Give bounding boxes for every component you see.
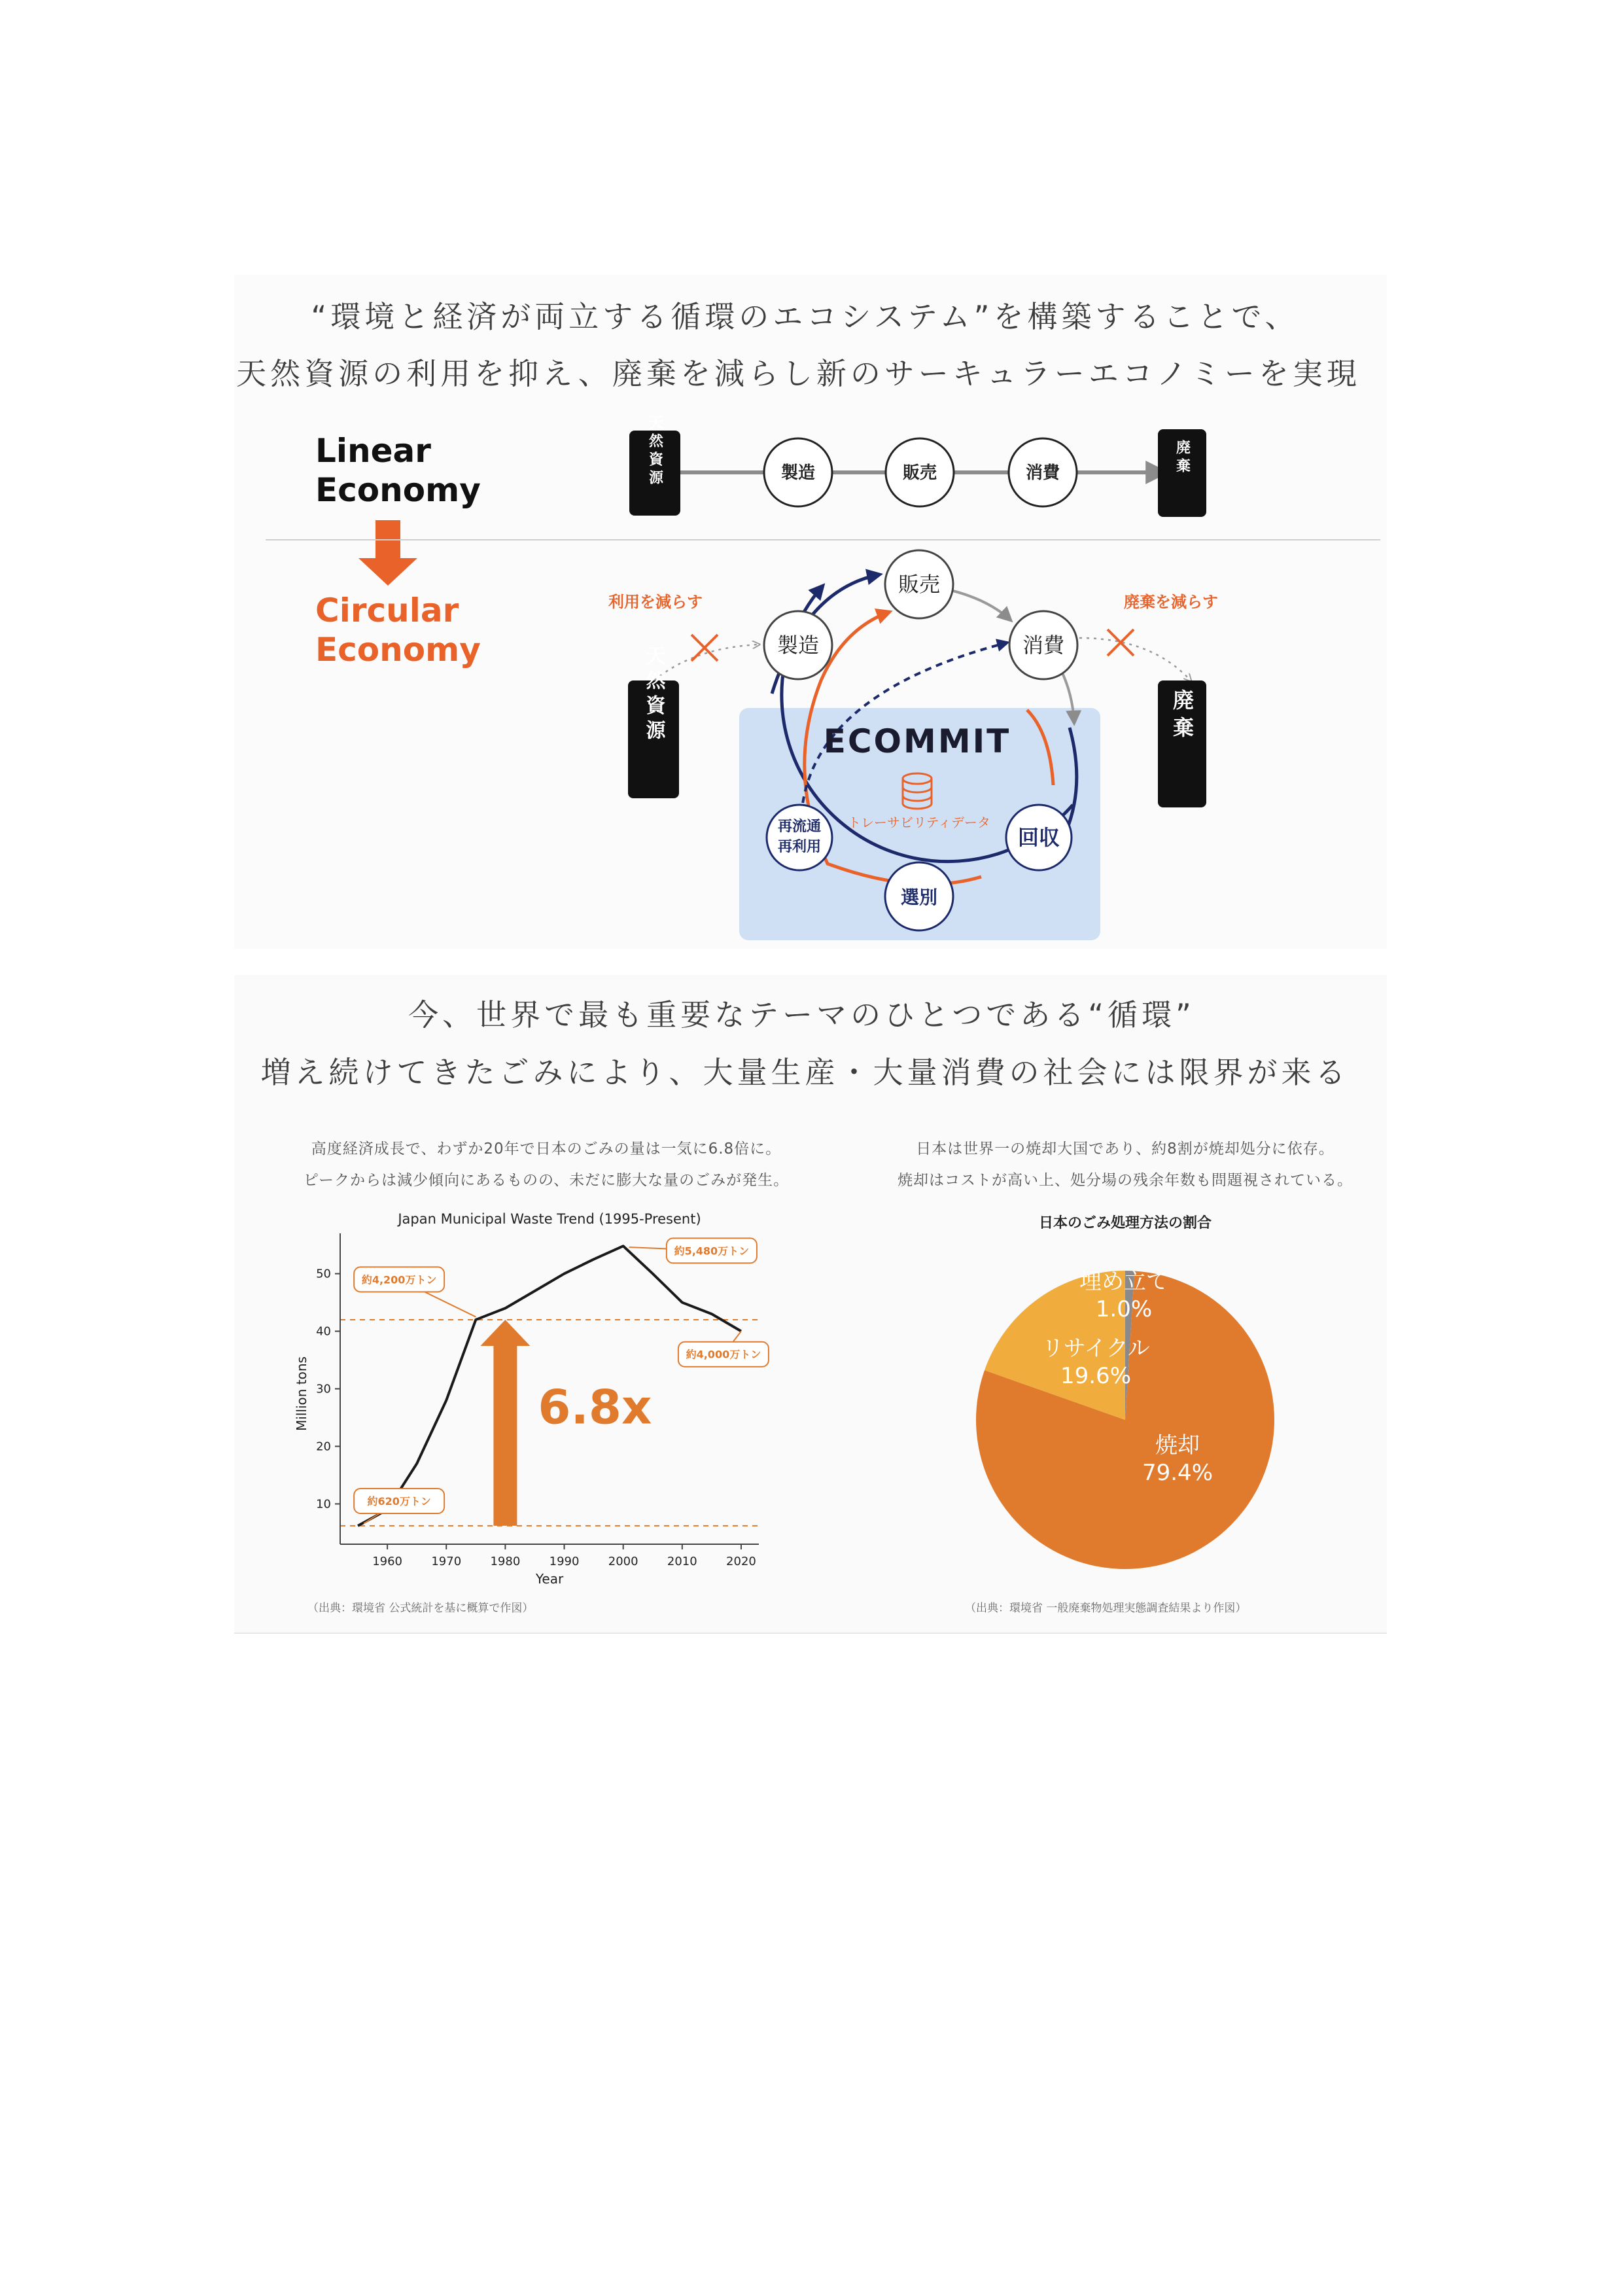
circular-node-sort-label: 選別 (900, 887, 938, 908)
growth-arrow-head (480, 1320, 530, 1346)
callout-label: 約5,480万トン (674, 1245, 750, 1258)
down-arrow-icon (358, 520, 417, 586)
waste-trend-chart (275, 1204, 798, 1597)
linear-label-2: Economy (315, 471, 481, 509)
left-caption-1: 高度経済成長で、わずか20年で日本のごみの量は一気に6.8倍に。 (311, 1140, 782, 1157)
y-tick-label: 10 (316, 1497, 331, 1511)
linear-end-text: 廃棄 (1174, 440, 1191, 476)
x-tick-label: 2000 (608, 1555, 638, 1568)
x-tick-label: 1980 (490, 1555, 521, 1568)
economy-diagram (0, 0, 1623, 955)
right-caption-2: 焼却はコストが高い上、処分場の残余年数も問題視されている。 (898, 1172, 1353, 1189)
pie-label: 焼却 (1155, 1432, 1200, 1458)
line-chart-title: Japan Municipal Waste Trend (1995-Present) (398, 1211, 701, 1227)
line-chart-ylabel: Million tons (294, 1356, 309, 1431)
x-tick-label: 1970 (431, 1555, 462, 1568)
linear-label-1: Linear (315, 432, 431, 470)
growth-arrow (480, 1320, 530, 1526)
pie-value-label: 19.6% (1060, 1363, 1132, 1389)
pie-chart-title: 日本のごみ処理方法の割合 (1038, 1215, 1212, 1231)
ecommit-brand: ECOMMIT (823, 722, 1011, 760)
x-tick-label: 1960 (372, 1555, 403, 1568)
y-tick-label: 50 (316, 1267, 331, 1281)
x-mark-icon (1108, 629, 1134, 656)
y-tick-label: 30 (316, 1382, 331, 1396)
linear-step-sales-label: 販売 (902, 463, 937, 483)
callout-label: 約4,200万トン (361, 1273, 437, 1286)
circular-node-reuse (767, 805, 832, 870)
right-source-note: （出典：環境省 一般廃棄物処理実態調査結果より作図） (965, 1602, 1247, 1615)
headline-waste-line1: 今、世界で最も重要なテーマのひとつである“循環” (408, 997, 1195, 1033)
x-tick-label: 2020 (726, 1555, 756, 1568)
circular-label-2: Economy (315, 631, 481, 669)
y-tick-label: 20 (316, 1439, 331, 1454)
x-mark-icon (691, 635, 718, 661)
traceability-label: トレーサビリティデータ (848, 815, 990, 830)
headline-circular-line1: “環境と経済が両立する循環のエコシステム”を構築することで、 (311, 299, 1299, 334)
circular-label-1: Circular (315, 592, 459, 629)
x-tick-label: 2010 (667, 1555, 697, 1568)
circular-node-consume-label: 消費 (1022, 633, 1065, 658)
reduce-waste-label: 廃棄を減らす (1124, 593, 1218, 611)
linear-source-text: 天然資源 (646, 415, 663, 488)
circular-node-sales-label: 販売 (898, 572, 941, 597)
headline-waste-line2: 増え続けてきたごみにより、大量生産・大量消費の社会には限界が来る (260, 1055, 1350, 1090)
linear-step-manufacture-label: 製造 (780, 463, 816, 483)
waste-treatment-pie (968, 1243, 1289, 1590)
growth-arrow-shaft (493, 1345, 517, 1526)
circular-node-manufacture-label: 製造 (777, 633, 820, 658)
linear-step-consume-label: 消費 (1025, 463, 1060, 483)
pie-value-label: 1.0% (1095, 1296, 1153, 1322)
reduce-use-label: 利用を減らす (608, 593, 703, 611)
circular-node-reuse-label-2: 再利用 (777, 839, 822, 855)
growth-multiplier: 6.8x (538, 1379, 652, 1435)
circular-source-text: 天然資源 (642, 645, 665, 745)
line-chart-xlabel: Year (535, 1571, 564, 1587)
left-caption-2: ピークからは減少傾向にあるものの、未だに膨大な量のごみが発生。 (303, 1172, 790, 1189)
consume-to-waste-dotted (1079, 638, 1191, 680)
left-source-note: （出典：環境省 公式統計を基に概算で作図） (307, 1602, 534, 1615)
headline-circular-line2: 天然資源の利用を抑え、廃棄を減らし新のサーキュラーエコノミーを実現 (236, 356, 1361, 391)
pie-label: 埋め立て (1079, 1269, 1168, 1295)
x-tick-label: 1990 (549, 1555, 580, 1568)
pie-value-label: 79.4% (1142, 1460, 1213, 1486)
right-caption-1: 日本は世界一の焼却大国であり、約8割が焼却処分に依存。 (916, 1140, 1335, 1157)
circular-node-reuse-label-1: 再流通 (777, 819, 822, 835)
callout-label: 約620万トン (367, 1495, 431, 1508)
callout-label: 約4,000万トン (686, 1348, 761, 1361)
y-tick-label: 40 (316, 1324, 331, 1339)
circular-end-text: 廃棄 (1170, 689, 1195, 744)
circular-node-collect-label: 回収 (1017, 825, 1060, 850)
pie-label: リサイクル (1041, 1335, 1150, 1362)
sales-to-consume-gray (945, 589, 1011, 620)
